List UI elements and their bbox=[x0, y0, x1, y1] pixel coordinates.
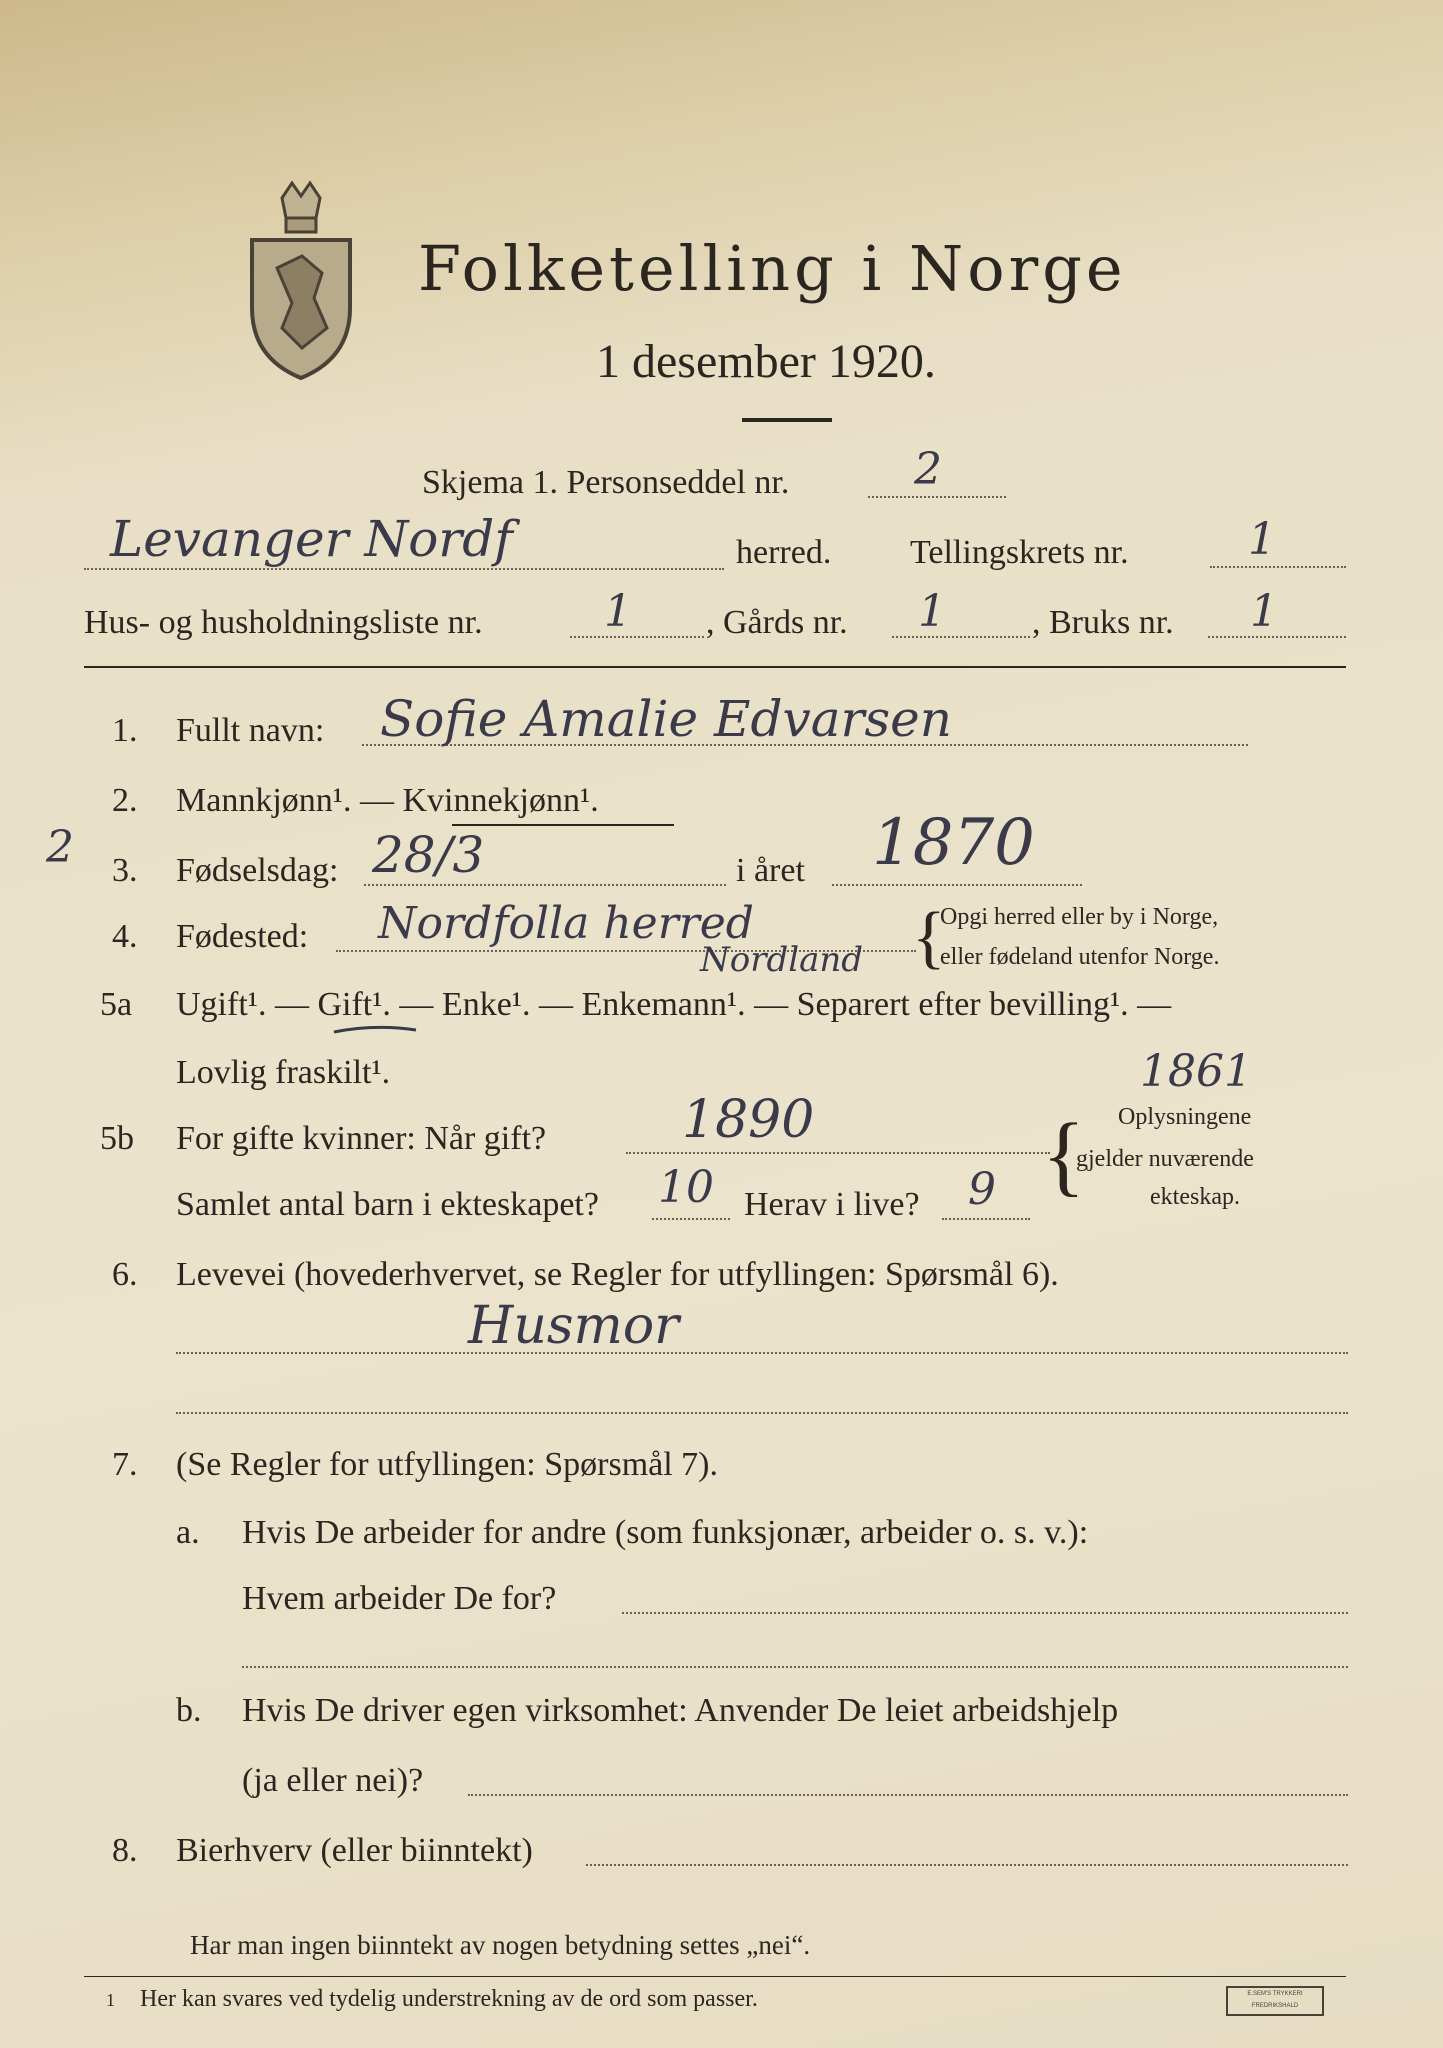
q5a-label-2: Lovlig fraskilt¹. bbox=[176, 1054, 391, 1091]
q7a-question: Hvem arbeider De for? bbox=[242, 1580, 557, 1617]
gender-options[interactable]: Mannkjønn¹. — Kvinnekjønn¹. bbox=[176, 782, 599, 819]
birthday-value: 28/3 bbox=[372, 826, 485, 884]
birthplace-note-2: eller fødeland utenfor Norge. bbox=[940, 944, 1220, 970]
kvinnekjonn-underline bbox=[452, 824, 674, 826]
tellingskrets-field[interactable] bbox=[1210, 566, 1346, 568]
q7-label: (Se Regler for utfyllingen: Spørsmål 7). bbox=[176, 1446, 719, 1483]
footer-note: Har man ingen biinntekt av nogen betydning settes „nei“. bbox=[190, 1930, 811, 1960]
birthplace-note-1: Opgi herred eller by i Norge, bbox=[940, 904, 1219, 930]
side-income-field[interactable] bbox=[586, 1864, 1348, 1866]
alive-value: 9 bbox=[968, 1164, 996, 1215]
marital-status-options[interactable]: Ugift¹. — Gift¹. — Enke¹. — Enkemann¹. — Separert efter bevilling¹. — bbox=[176, 986, 1172, 1023]
q7b-question: (ja eller nei)? bbox=[242, 1762, 424, 1799]
q7b-label: b. bbox=[176, 1692, 202, 1729]
footnote-text: Her kan svares ved tydelig understrekning av de ord som passer. bbox=[140, 1986, 758, 2012]
birthplace-value-2: Nordland bbox=[700, 940, 864, 980]
header-divider bbox=[84, 666, 1346, 668]
employer-field[interactable] bbox=[622, 1612, 1348, 1614]
occupation-value: Husmor bbox=[468, 1296, 679, 1356]
q5a-number: 5a bbox=[100, 986, 133, 1023]
bruks-value: 1 bbox=[1250, 586, 1278, 637]
children-label: Samlet antal barn i ekteskapet? bbox=[176, 1186, 599, 1223]
married-year-value: 1890 bbox=[682, 1090, 815, 1150]
printer-stamp-text: E.SEM'S TRYKKERI FREDRIKSHALD bbox=[1247, 1991, 1303, 2009]
birthplace-value: Nordfolla herred bbox=[378, 898, 754, 949]
marriage-note-2: gjelder nuværende bbox=[1076, 1146, 1254, 1172]
birthplace-note-brace: { bbox=[912, 899, 946, 976]
married-year-field[interactable] bbox=[626, 1152, 1050, 1154]
herred-value: Levanger Nordf bbox=[110, 510, 513, 568]
occupation-field-2[interactable] bbox=[176, 1412, 1348, 1414]
extra-year-value: 1861 bbox=[1140, 1046, 1252, 1097]
q7-number: 7. bbox=[112, 1446, 138, 1483]
coat-of-arms-icon bbox=[242, 178, 360, 384]
tellingskrets-value: 1 bbox=[1248, 514, 1276, 565]
herred-field[interactable] bbox=[84, 568, 724, 570]
hus-value: 1 bbox=[604, 586, 632, 637]
q7b-text: Hvis De driver egen virksomhet: Anvender De leiet arbeidshjelp bbox=[242, 1692, 1119, 1729]
skjema-value: 2 bbox=[914, 444, 942, 495]
q8-label: Bierhverv (eller biinntekt) bbox=[176, 1832, 533, 1869]
q8-number: 8. bbox=[112, 1832, 138, 1869]
employer-field-2[interactable] bbox=[242, 1666, 1348, 1668]
hus-field[interactable] bbox=[570, 636, 704, 638]
q4-label: Fødested: bbox=[176, 918, 309, 955]
title-divider bbox=[742, 418, 832, 422]
alive-field[interactable] bbox=[942, 1218, 1030, 1220]
q4-number: 4. bbox=[112, 918, 138, 955]
q7a-label: a. bbox=[176, 1514, 200, 1551]
footer-divider bbox=[84, 1976, 1346, 1977]
bruks-label: , Bruks nr. bbox=[1032, 604, 1174, 641]
birth-year-field[interactable] bbox=[832, 884, 1082, 886]
herred-label: herred. bbox=[736, 534, 832, 571]
q5b-label: For gifte kvinner: Når gift? bbox=[176, 1120, 547, 1157]
marriage-note-brace: { bbox=[1042, 1106, 1086, 1205]
q1-number: 1. bbox=[112, 712, 138, 749]
full-name-value: Sofie Amalie Edvarsen bbox=[380, 690, 952, 748]
q1-label: Fullt navn: bbox=[176, 712, 325, 749]
gards-field[interactable] bbox=[892, 636, 1030, 638]
census-date: 1 desember 1920. bbox=[596, 335, 936, 388]
skjema-label: Skjema 1. Personseddel nr. bbox=[422, 464, 790, 501]
occupation-field-1[interactable] bbox=[176, 1352, 1348, 1354]
q7a-text: Hvis De arbeider for andre (som funksjonær, arbeider o. s. v.): bbox=[242, 1514, 1089, 1551]
margin-mark: 2 bbox=[46, 822, 74, 873]
birthday-field[interactable] bbox=[364, 884, 726, 886]
children-value: 10 bbox=[658, 1162, 714, 1213]
q2-number: 2. bbox=[112, 782, 138, 819]
q6-number: 6. bbox=[112, 1256, 138, 1293]
gards-value: 1 bbox=[918, 586, 946, 637]
footnote-mark: 1 bbox=[106, 1990, 115, 2010]
gards-label: , Gårds nr. bbox=[706, 604, 848, 641]
marriage-note-3: ekteskap. bbox=[1150, 1184, 1240, 1210]
year-label: i året bbox=[736, 852, 805, 889]
children-field[interactable] bbox=[652, 1218, 730, 1220]
q3-label: Fødselsdag: bbox=[176, 852, 339, 889]
birth-year-value: 1870 bbox=[872, 806, 1035, 880]
marriage-note-1: Oplysningene bbox=[1118, 1104, 1252, 1130]
tellingskrets-label: Tellingskrets nr. bbox=[910, 534, 1129, 571]
q5b-number: 5b bbox=[100, 1120, 134, 1157]
printer-stamp bbox=[1226, 1986, 1324, 2016]
skjema-field[interactable] bbox=[868, 496, 1006, 498]
hired-help-field[interactable] bbox=[468, 1794, 1348, 1796]
q6-label: Levevei (hovederhvervet, se Regler for utfyllingen: Spørsmål 6). bbox=[176, 1256, 1059, 1293]
form-title: Folketelling i Norge bbox=[418, 232, 1127, 305]
gift-underline bbox=[330, 1022, 420, 1038]
alive-label: Herav i live? bbox=[744, 1186, 920, 1223]
hus-label: Hus- og husholdningsliste nr. bbox=[84, 604, 483, 641]
q3-number: 3. bbox=[112, 852, 138, 889]
